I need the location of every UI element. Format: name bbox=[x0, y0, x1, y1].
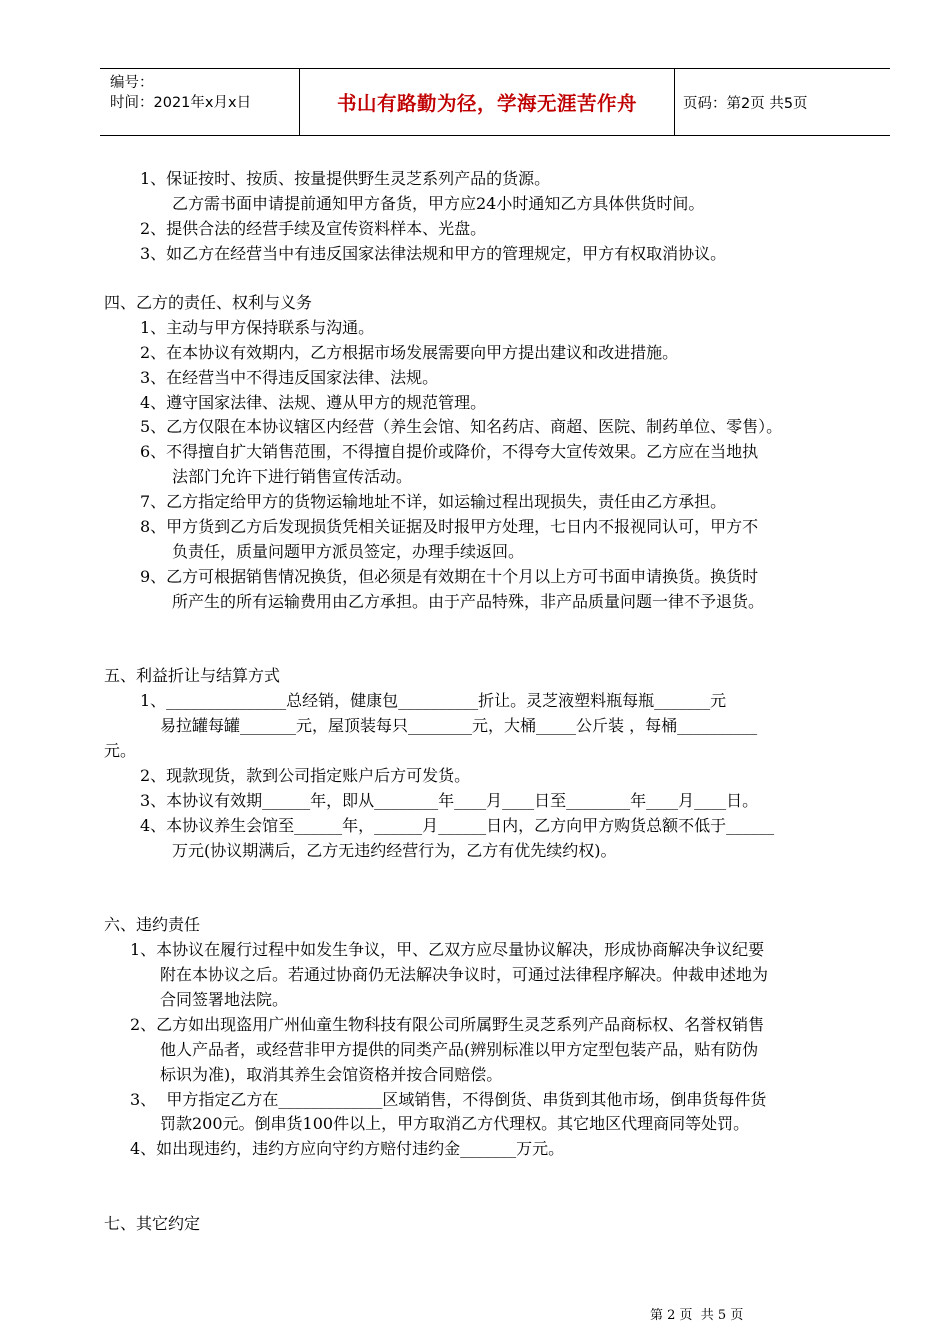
section6-line: 1、本协议在履行过程中如发生争议，甲、乙双方应尽量协议解决，形成协商解决争议纪要 bbox=[130, 940, 765, 959]
section6-line: 附在本协议之后。若通过协商仍无法解决争议时，可通过法律程序解决。仲裁申述地为 bbox=[160, 965, 769, 984]
section3-item-3: 3、如乙方在经营当中有违反国家法律法规和甲方的管理规定，甲方有权取消协议。 bbox=[140, 244, 727, 263]
section5-line: 万元(协议期满后，乙方无违约经营行为，乙方有优先续约权)。 bbox=[172, 841, 617, 860]
document-time-label: 时间：2021年x月x日 bbox=[110, 95, 252, 111]
section3-item-1-detail: 乙方需书面申请提前通知甲方备货，甲方应24小时通知乙方具体供货时间。 bbox=[172, 194, 705, 213]
section4-line: 法部门允许下进行销售宣传活动。 bbox=[172, 467, 413, 486]
section7-title: 七、其它约定 bbox=[104, 1214, 201, 1233]
section4-line: 4、遵守国家法律、法规、遵从甲方的规范管理。 bbox=[140, 393, 487, 412]
section5-line: 元。 bbox=[104, 741, 137, 760]
section4-line: 所产生的所有运输费用由乙方承担。由于产品特殊，非产品质量问题一律不予退货。 bbox=[172, 592, 765, 611]
section4-line: 8、甲方货到乙方后发现损货凭相关证据及时报甲方处理，七日内不报视同认可，甲方不 bbox=[140, 517, 759, 536]
section4-title: 四、乙方的责任、权利与义务 bbox=[104, 293, 313, 312]
section5-line: 1、_______________总经销，健康包__________折让。灵芝液塑料瓶每瓶_______元 bbox=[140, 691, 727, 710]
page-footer: 第 2 页 共 5 页 bbox=[650, 1308, 744, 1323]
section5-line: 3、本协议有效期______年，即从________年____月____日至________年____月____日。 bbox=[140, 791, 759, 810]
section6-line: 标识为准)，取消其养生会馆资格并按合同赔偿。 bbox=[160, 1065, 503, 1084]
section5-line: 易拉罐每罐_______元，屋顶装每只________元，大桶_____公斤装 ，每桶__________ bbox=[160, 716, 758, 735]
header-meta bbox=[100, 69, 300, 135]
section6-line: 罚款200元。倒串货100件以上，甲方取消乙方代理权。其它地区代理商同等处罚。 bbox=[160, 1114, 750, 1133]
document-number-label: 编号： bbox=[110, 75, 154, 91]
header-page-info: 页码：第2页 共5页 bbox=[683, 95, 808, 112]
section4-line: 2、在本协议有效期内，乙方根据市场发展需要向甲方提出建议和改进措施。 bbox=[140, 343, 679, 362]
section5-line: 2、现款现货，款到公司指定账户后方可发货。 bbox=[140, 766, 471, 785]
section6-title: 六、违约责任 bbox=[104, 915, 201, 934]
section4-line: 3、在经营当中不得违反国家法律、法规。 bbox=[140, 368, 439, 387]
document-header bbox=[100, 68, 890, 136]
section4-line: 9、乙方可根据销售情况换货，但必须是有效期在十个月以上方可书面申请换货。换货时 bbox=[140, 567, 759, 586]
section4-line: 1、主动与甲方保持联系与沟通。 bbox=[140, 318, 375, 337]
section5-title: 五、利益折让与结算方式 bbox=[104, 666, 281, 685]
section6-line: 3、 甲方指定乙方在_____________区域销售，不得倒货、串货到其他市场，倒串货每件货 bbox=[130, 1090, 767, 1109]
section3-item-1: 1、保证按时、按质、按量提供野生灵芝系列产品的货源。 bbox=[140, 169, 551, 188]
section6-line: 他人产品者，或经营非甲方提供的同类产品(辨别标准以甲方定型包装产品，贴有防伪 bbox=[160, 1040, 759, 1059]
section6-line: 4、如出现违约，违约方应向守约方赔付违约金_______万元。 bbox=[130, 1139, 565, 1158]
header-motto: 书山有路勤为径，学海无涯苦作舟 bbox=[300, 69, 675, 135]
section5-line: 4、本协议养生会馆至______年，______月______日内，乙方向甲方购货总额不低于______ bbox=[140, 816, 775, 835]
section6-line: 2、乙方如出现盗用广州仙童生物科技有限公司所属野生灵芝系列产品商标权、名誉权销售 bbox=[130, 1015, 765, 1034]
section4-line: 7、乙方指定给甲方的货物运输地址不详，如运输过程出现损失，责任由乙方承担。 bbox=[140, 492, 727, 511]
section3-item-2: 2、提供合法的经营手续及宣传资料样本、光盘。 bbox=[140, 219, 487, 238]
section6-line: 合同签署地法院。 bbox=[160, 990, 289, 1009]
section4-line: 负责任，质量问题甲方派员签定，办理手续返回。 bbox=[172, 542, 525, 561]
section4-line: 6、不得擅自扩大销售范围，不得擅自提价或降价，不得夸大宣传效果。乙方应在当地执 bbox=[140, 442, 759, 461]
section4-line: 5、乙方仅限在本协议辖区内经营（养生会馆、知名药店、商超、医院、制药单位、零售）。 bbox=[140, 417, 783, 436]
